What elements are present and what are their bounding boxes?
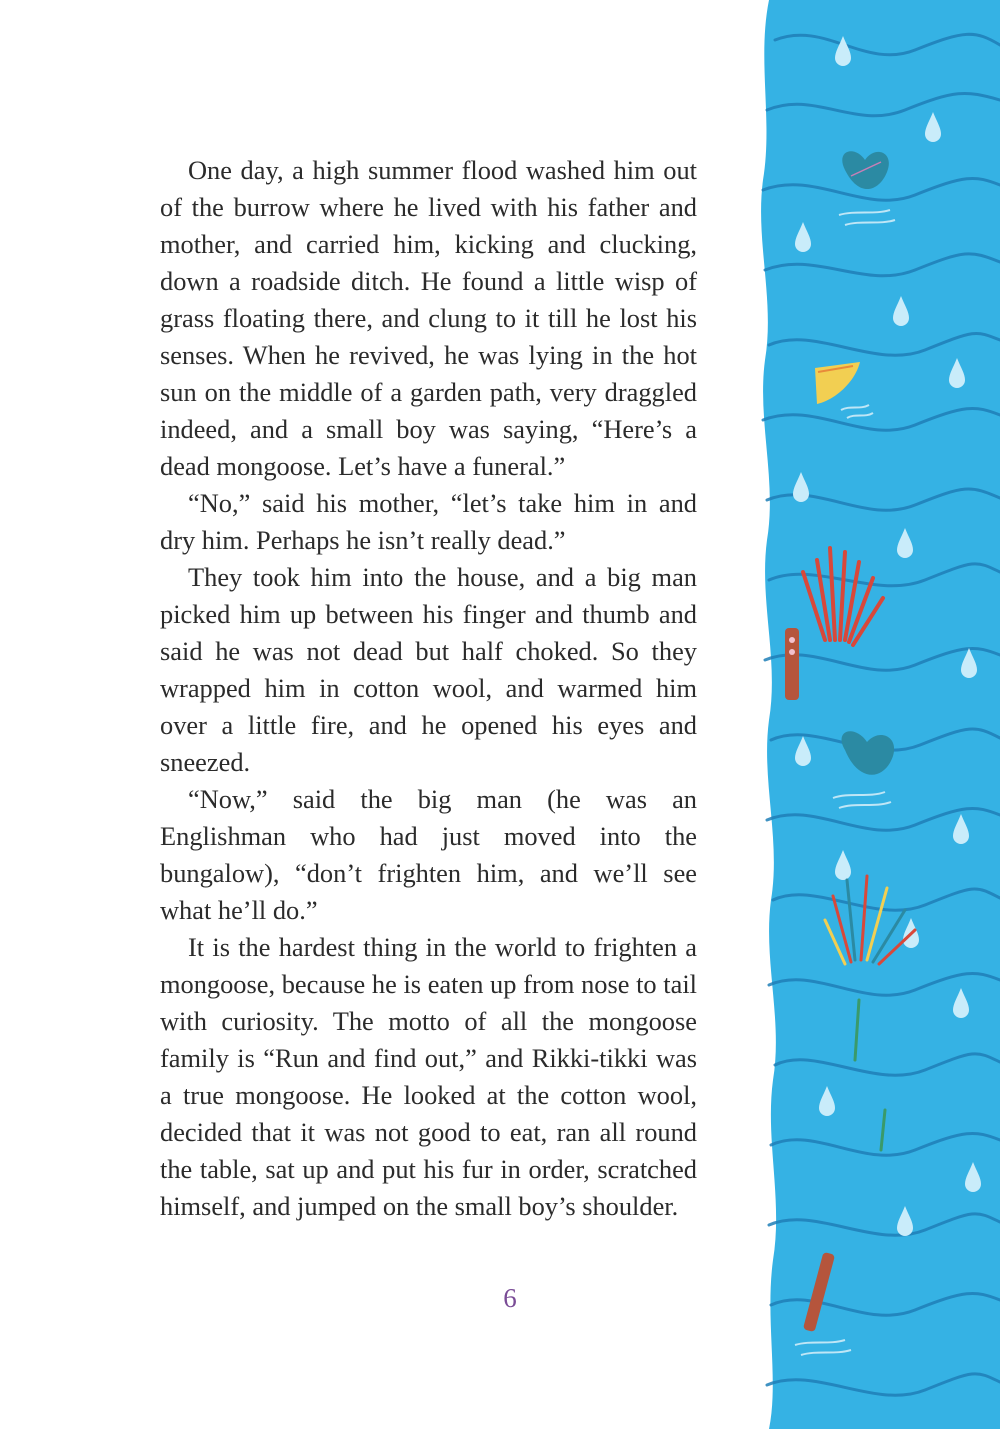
paragraph: “Now,” said the big man (he was an Englishman who had just moved into the bungalow), “don’t frighten him, and we’ll see what he’ll do.” [160, 784, 697, 925]
flood-illustration [755, 0, 1000, 1429]
paragraph: “No,” said his mother, “let’s take him in and dry him. Perhaps he isn’t really dead.” [160, 488, 697, 555]
page-number: 6 [503, 1283, 517, 1313]
paragraph: It is the hardest thing in the world to frighten a mongoose, because he is eaten up from nose to tail with curiosity. The motto of all the mongoose family is “Run and find out,” and Rikki-tikki was a true mongoose. He looked at the cotton wool, decided that it was not good to eat, ran all round the table, sat up and put his fur in order, scratched himself, and jumped on the small boy’s shoulder. [160, 932, 697, 1221]
story-text [160, 152, 697, 1225]
paragraph: They took him into the house, and a big man picked him up between his finger and thumb and said he was not dead but half choked. So they wrapped him in cotton wool, and warmed him over a little fire, and he opened his eyes and sneezed. [160, 562, 697, 777]
paragraph: One day, a high summer flood washed him out of the burrow where he lived with his father and mother, and carried him, kicking and clucking, down a roadside ditch. He found a little wisp of grass floating there, and clung to it till he lost his senses. When he revived, he was lying in the hot sun on the middle of a garden path, very draggled indeed, and a small boy was saying, “Here’s a dead mongoose. Let’s have a funeral.” [160, 155, 697, 481]
floating-stick [785, 628, 799, 700]
